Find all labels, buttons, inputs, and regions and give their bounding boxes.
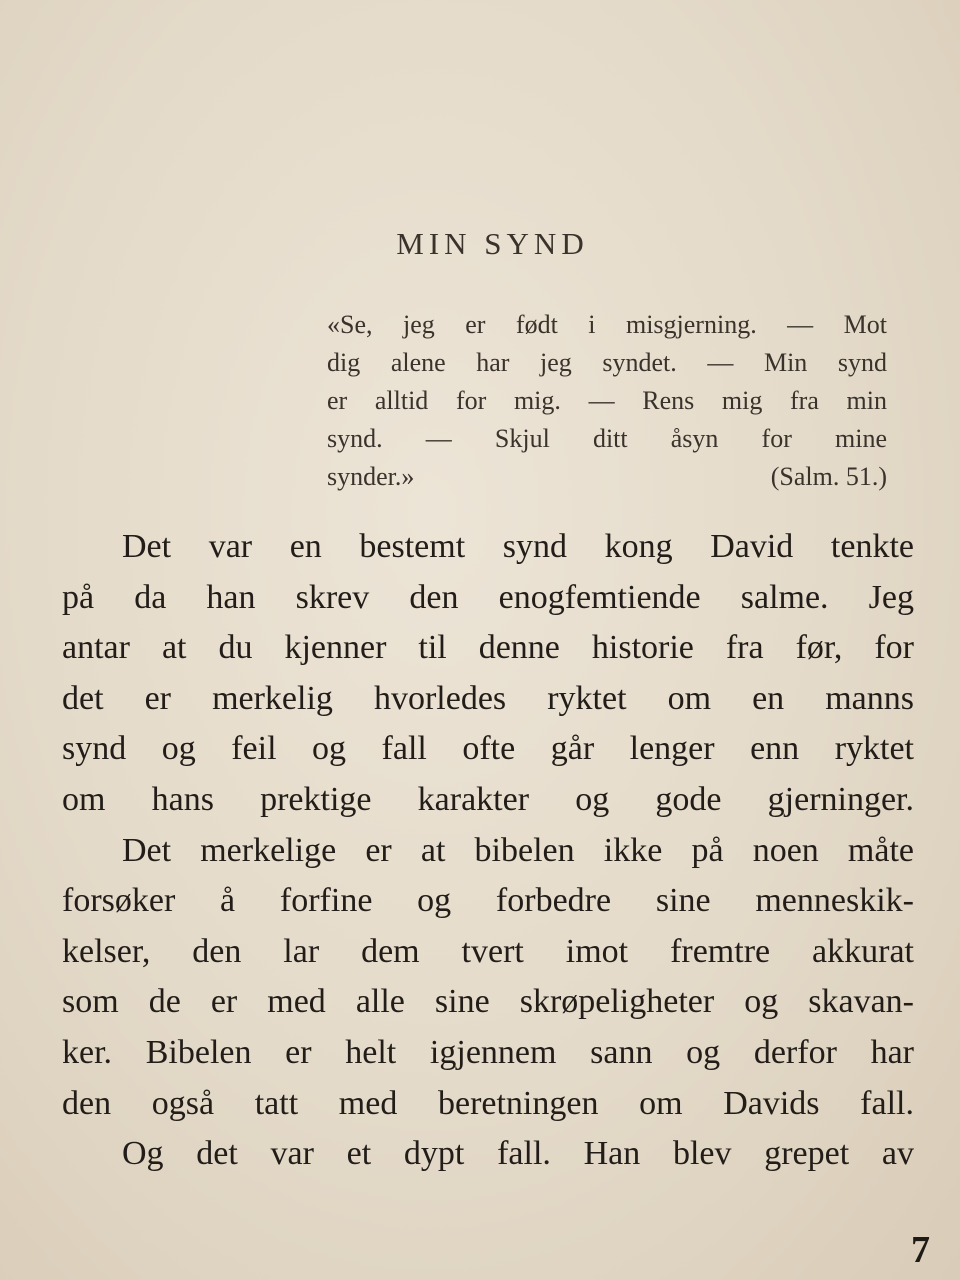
body-line: den også tatt med beretningen om Davids fall.: [62, 1084, 914, 1122]
epigraph-line: synd. — Skjul ditt åsyn for mine: [327, 424, 887, 453]
body-line: forsøker å forfine og forbedre sine menneskik-: [62, 882, 914, 920]
body-line: på da han skrev den enogfemtiende salme. Jeg: [62, 578, 914, 616]
body-line: kelser, den lar dem tvert imot fremtre akkurat: [62, 932, 914, 970]
epigraph-reference: (Salm. 51.): [770, 462, 887, 491]
epigraph-last-line: [327, 458, 887, 496]
body-line: synd og feil og fall ofte går lenger enn ryktet: [62, 730, 914, 768]
body-line: om hans prektige karakter og gode gjerninger.: [62, 780, 914, 818]
epigraph-line: dig alene har jeg syndet. — Min synd: [327, 348, 887, 377]
epigraph-line: synder.»: [327, 462, 415, 491]
body-line: Det var en bestemt synd kong David tenkte: [122, 528, 914, 565]
body-line: Det merkelige er at bibelen ikke på noen måte: [122, 831, 914, 869]
body-line: Og det var et dypt fall. Han blev grepet av: [122, 1135, 914, 1173]
page-number: 7: [911, 1229, 930, 1271]
body-text: [62, 522, 914, 1180]
body-line: antar at du kjenner til denne historie fra før, for: [62, 629, 914, 667]
body-line: som de er med alle sine skrøpeligheter og skavan-: [62, 983, 914, 1021]
chapter-title: MIN SYND: [396, 226, 589, 261]
epigraph-line: er alltid for mig. — Rens mig fra min: [327, 386, 887, 415]
body-line: ker. Bibelen er helt igjennem sann og derfor har: [62, 1033, 914, 1071]
epigraph: [327, 306, 887, 496]
body-line: det er merkelig hvorledes ryktet om en manns: [62, 679, 914, 717]
epigraph-line: «Se, jeg er født i misgjerning. — Mot: [327, 310, 887, 339]
